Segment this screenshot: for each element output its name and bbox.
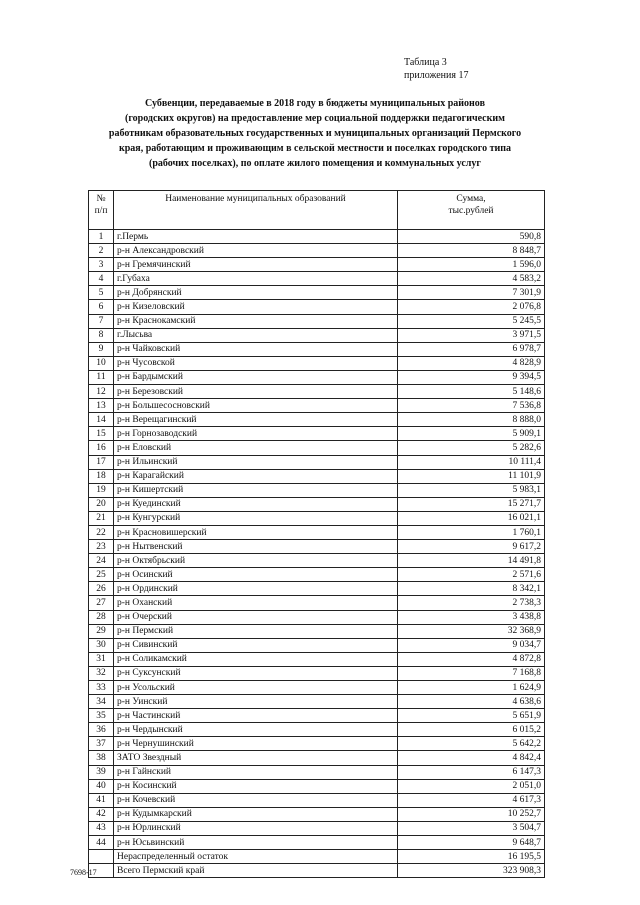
row-name-cell: р-н Юрлинский [114, 821, 398, 835]
row-amount-cell: 5 642,2 [398, 737, 545, 751]
row-number-cell: 1 [89, 230, 114, 244]
row-name-cell: р-н Кишертский [114, 483, 398, 497]
row-amount-cell: 3 971,5 [398, 328, 545, 342]
table-row [89, 596, 545, 610]
table-row [89, 652, 545, 666]
row-number-cell: 38 [89, 751, 114, 765]
row-number-cell: 44 [89, 836, 114, 850]
table-row [89, 469, 545, 483]
row-number-cell: 15 [89, 427, 114, 441]
table-row [89, 666, 545, 680]
row-name-cell: р-н Большесосновский [114, 399, 398, 413]
row-number-cell: 6 [89, 300, 114, 314]
table-row [89, 540, 545, 554]
table-row [89, 624, 545, 638]
row-name-cell: р-н Гремячинский [114, 258, 398, 272]
table-row [89, 370, 545, 384]
table-row [89, 230, 545, 244]
table-row [89, 286, 545, 300]
row-name-cell: р-н Очерский [114, 610, 398, 624]
table-row [89, 427, 545, 441]
row-name-cell: р-н Чернушинский [114, 737, 398, 751]
title-line: Субвенции, передаваемые в 2018 году в бюджеты муниципальных районов [145, 98, 485, 109]
row-number-cell: 21 [89, 511, 114, 525]
row-amount-cell: 4 842,4 [398, 751, 545, 765]
row-number-cell: 37 [89, 737, 114, 751]
row-amount-cell: 9 648,7 [398, 836, 545, 850]
table-row [89, 399, 545, 413]
table-row [89, 258, 545, 272]
table-row [89, 681, 545, 695]
row-name-cell: р-н Соликамский [114, 652, 398, 666]
row-amount-cell: 7 168,8 [398, 666, 545, 680]
table-row [89, 244, 545, 258]
row-name-cell: р-н Гайнский [114, 765, 398, 779]
column-header-number-line2: п/п [94, 206, 108, 216]
table-row [89, 723, 545, 737]
row-name-cell: г.Губаха [114, 272, 398, 286]
row-amount-cell: 8 342,1 [398, 582, 545, 596]
row-number-cell: 33 [89, 681, 114, 695]
row-amount-cell: 4 617,3 [398, 793, 545, 807]
row-amount-cell: 7 536,8 [398, 399, 545, 413]
row-number-cell: 41 [89, 793, 114, 807]
document-title [70, 96, 560, 171]
row-number-cell: 10 [89, 356, 114, 370]
row-amount-cell: 2 571,6 [398, 568, 545, 582]
row-name-cell: р-н Кизеловский [114, 300, 398, 314]
table-row [89, 779, 545, 793]
row-amount-cell: 1 624,9 [398, 681, 545, 695]
row-number-cell: 14 [89, 413, 114, 427]
title-line: края, работающим и проживающим в сельской местности и поселках городского типа [118, 143, 512, 154]
row-amount-cell: 11 101,9 [398, 469, 545, 483]
row-name-cell: р-н Частинский [114, 709, 398, 723]
row-name-cell: р-н Горнозаводский [114, 427, 398, 441]
table-row [89, 610, 545, 624]
column-header-number [89, 191, 114, 230]
row-number-cell: 4 [89, 272, 114, 286]
row-number-cell: 34 [89, 695, 114, 709]
row-number-cell: 2 [89, 244, 114, 258]
row-name-cell: р-н Кунгурский [114, 511, 398, 525]
row-name-cell: р-н Суксунский [114, 666, 398, 680]
row-number-cell: 13 [89, 399, 114, 413]
row-amount-cell: 16 021,1 [398, 511, 545, 525]
table-header-row [89, 191, 545, 230]
row-number-cell: 8 [89, 328, 114, 342]
row-number-cell: 20 [89, 497, 114, 511]
row-number-cell: 26 [89, 582, 114, 596]
row-name-cell: р-н Красновишерский [114, 525, 398, 539]
row-number-cell: 25 [89, 568, 114, 582]
row-amount-cell: 5 651,9 [398, 709, 545, 723]
table-row [89, 836, 545, 850]
table-reference [404, 56, 468, 82]
row-amount-cell: 3 438,8 [398, 610, 545, 624]
row-name-cell: Нераспределенный остаток [114, 850, 398, 864]
table-row [89, 328, 545, 342]
row-amount-cell: 7 301,9 [398, 286, 545, 300]
row-name-cell: р-н Пермский [114, 624, 398, 638]
row-name-cell: р-н Оханский [114, 596, 398, 610]
row-number-cell: 18 [89, 469, 114, 483]
row-amount-cell: 9 394,5 [398, 370, 545, 384]
row-number-cell: 28 [89, 610, 114, 624]
row-name-cell: р-н Октябрьский [114, 554, 398, 568]
row-amount-cell: 10 111,4 [398, 455, 545, 469]
table-row [89, 441, 545, 455]
row-amount-cell: 6 147,3 [398, 765, 545, 779]
row-name-cell: р-н Ильинский [114, 455, 398, 469]
row-name-cell: р-н Бардымский [114, 370, 398, 384]
row-name-cell: р-н Усольский [114, 681, 398, 695]
row-name-cell: р-н Нытвенский [114, 540, 398, 554]
row-amount-cell: 4 638,6 [398, 695, 545, 709]
table-body [89, 230, 545, 878]
row-number-cell [89, 850, 114, 864]
title-line: работникам образовательных государственных и муниципальных организаций Пермского [108, 128, 522, 139]
column-header-sum-line2: тыс.рублей [448, 206, 494, 216]
column-header-number-line1: № [96, 194, 106, 204]
table-row [89, 385, 545, 399]
row-name-cell: р-н Юсьвинский [114, 836, 398, 850]
row-number-cell: 30 [89, 638, 114, 652]
row-name-cell: р-н Кочевский [114, 793, 398, 807]
row-name-cell: р-н Ординский [114, 582, 398, 596]
column-header-sum [398, 191, 545, 230]
row-amount-cell: 8 888,0 [398, 413, 545, 427]
row-amount-cell: 4 828,9 [398, 356, 545, 370]
table-row [89, 483, 545, 497]
row-amount-cell: 6 015,2 [398, 723, 545, 737]
row-number-cell: 22 [89, 525, 114, 539]
row-name-cell: р-н Уинский [114, 695, 398, 709]
table-ref-line2: приложения 17 [404, 70, 469, 81]
row-number-cell: 3 [89, 258, 114, 272]
table-row [89, 356, 545, 370]
row-name-cell: р-н Сивинский [114, 638, 398, 652]
row-name-cell: р-н Карагайский [114, 469, 398, 483]
table-row [89, 864, 545, 878]
subsidies-table [88, 190, 545, 878]
row-number-cell: 29 [89, 624, 114, 638]
column-header-name: Наименование муниципальных образований [114, 191, 398, 230]
table-row [89, 737, 545, 751]
row-number-cell: 31 [89, 652, 114, 666]
row-name-cell: р-н Кудымкарский [114, 807, 398, 821]
table-row [89, 793, 545, 807]
row-amount-cell: 10 252,7 [398, 807, 545, 821]
title-line: (рабочих поселках), по оплате жилого помещения и коммунальных услуг [149, 158, 481, 169]
row-amount-cell: 590,8 [398, 230, 545, 244]
row-number-cell: 5 [89, 286, 114, 300]
row-name-cell: г.Пермь [114, 230, 398, 244]
row-number-cell: 7 [89, 314, 114, 328]
row-number-cell: 40 [89, 779, 114, 793]
table-row [89, 709, 545, 723]
column-header-sum-line1: Сумма, [456, 194, 486, 204]
row-name-cell: р-н Добрянский [114, 286, 398, 300]
table-row [89, 300, 545, 314]
row-name-cell: ЗАТО Звездный [114, 751, 398, 765]
row-number-cell: 23 [89, 540, 114, 554]
table-row [89, 638, 545, 652]
table-row [89, 511, 545, 525]
document-number: 7698-17 [70, 868, 97, 877]
row-amount-cell: 5 282,6 [398, 441, 545, 455]
row-amount-cell: 5 148,6 [398, 385, 545, 399]
row-name-cell: р-н Александровский [114, 244, 398, 258]
table-row [89, 568, 545, 582]
row-number-cell: 11 [89, 370, 114, 384]
row-amount-cell: 9 034,7 [398, 638, 545, 652]
table-row [89, 497, 545, 511]
table-row [89, 582, 545, 596]
table-row [89, 525, 545, 539]
row-amount-cell: 9 617,2 [398, 540, 545, 554]
table-row [89, 314, 545, 328]
row-number-cell: 35 [89, 709, 114, 723]
row-number-cell: 32 [89, 666, 114, 680]
row-amount-cell: 2 051,0 [398, 779, 545, 793]
row-name-cell: р-н Чусовской [114, 356, 398, 370]
row-amount-cell: 5 909,1 [398, 427, 545, 441]
row-name-cell: р-н Осинский [114, 568, 398, 582]
row-name-cell: р-н Краснокамский [114, 314, 398, 328]
row-name-cell: р-н Куединский [114, 497, 398, 511]
table-row [89, 554, 545, 568]
row-number-cell: 36 [89, 723, 114, 737]
row-name-cell: р-н Верещагинский [114, 413, 398, 427]
row-amount-cell: 1 760,1 [398, 525, 545, 539]
row-amount-cell: 14 491,8 [398, 554, 545, 568]
row-number-cell: 16 [89, 441, 114, 455]
title-line: (городских округов) на предоставление мер социальной поддержки педагогическим [125, 113, 505, 124]
row-name-cell: Всего Пермский край [114, 864, 398, 878]
row-amount-cell: 15 271,7 [398, 497, 545, 511]
row-amount-cell: 6 978,7 [398, 342, 545, 356]
table-row [89, 751, 545, 765]
row-name-cell: р-н Чердынский [114, 723, 398, 737]
table-row [89, 413, 545, 427]
row-name-cell: р-н Косинский [114, 779, 398, 793]
row-amount-cell: 2 738,3 [398, 596, 545, 610]
row-name-cell: р-н Еловский [114, 441, 398, 455]
row-number-cell: 12 [89, 385, 114, 399]
row-number-cell: 9 [89, 342, 114, 356]
table-row [89, 455, 545, 469]
table-ref-line1: Таблица 3 [404, 57, 447, 68]
row-amount-cell: 1 596,0 [398, 258, 545, 272]
row-amount-cell: 32 368,9 [398, 624, 545, 638]
row-name-cell: р-н Березовский [114, 385, 398, 399]
table-row [89, 850, 545, 864]
row-amount-cell: 4 872,8 [398, 652, 545, 666]
row-amount-cell: 3 504,7 [398, 821, 545, 835]
row-amount-cell: 323 908,3 [398, 864, 545, 878]
table-row [89, 821, 545, 835]
table-row [89, 807, 545, 821]
row-number-cell: 17 [89, 455, 114, 469]
row-amount-cell: 8 848,7 [398, 244, 545, 258]
row-name-cell: г.Лысьва [114, 328, 398, 342]
row-number-cell: 39 [89, 765, 114, 779]
table-row [89, 342, 545, 356]
row-number-cell: 43 [89, 821, 114, 835]
table-row [89, 272, 545, 286]
table-row [89, 765, 545, 779]
row-number-cell: 42 [89, 807, 114, 821]
row-number-cell: 27 [89, 596, 114, 610]
row-amount-cell: 2 076,8 [398, 300, 545, 314]
row-number-cell: 19 [89, 483, 114, 497]
row-amount-cell: 16 195,5 [398, 850, 545, 864]
row-amount-cell: 4 583,2 [398, 272, 545, 286]
table-row [89, 695, 545, 709]
row-amount-cell: 5 983,1 [398, 483, 545, 497]
row-amount-cell: 5 245,5 [398, 314, 545, 328]
row-name-cell: р-н Чайковский [114, 342, 398, 356]
row-number-cell: 24 [89, 554, 114, 568]
